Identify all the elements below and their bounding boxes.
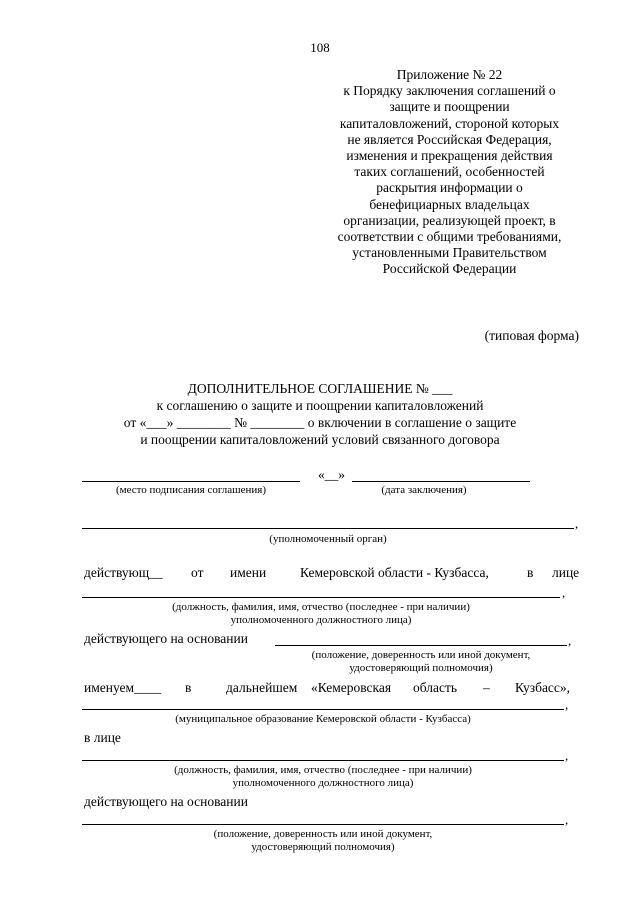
municipality-caption: (муниципальное образование Кемеровской области - Кузбасса): [175, 713, 471, 725]
comma: ,: [568, 633, 572, 648]
document-caption-line-1: (положение, доверенность или иной документ,: [311, 649, 531, 661]
official-field-line[interactable]: [82, 597, 560, 598]
comma: ,: [565, 697, 569, 712]
document2-caption-line-1: (положение, доверенность или иной документ,: [213, 828, 433, 840]
official2-caption-line-1: (должность, фамилия, имя, отчество (последнее - при наличии): [174, 764, 472, 776]
date-caption: (дата заключения): [381, 484, 467, 496]
appendix-line: к Порядку заключения соглашений о: [343, 83, 556, 99]
title-line: ДОПОЛНИТЕЛЬНОЕ СОГЛАШЕНИЕ № ___: [187, 381, 453, 396]
official-caption-line-2: уполномоченного должностного лица): [230, 614, 412, 626]
appendix-line: бенефициарных владельцах: [369, 196, 530, 212]
place-field-line[interactable]: [82, 481, 300, 482]
appendix-line: защите и поощрении: [389, 99, 510, 115]
page-number: 108: [310, 40, 330, 55]
acting-basis-label-2: действующего на основании: [84, 794, 248, 809]
document-title: [60, 380, 580, 448]
acting-word: лице: [552, 565, 580, 580]
basis2-field-line[interactable]: [82, 824, 564, 825]
named-word: –: [483, 680, 490, 695]
appendix-line: организации, реализующей проект, в: [343, 212, 556, 228]
appendix-line: соответствии с общими требованиями,: [337, 229, 562, 245]
comma: ,: [565, 748, 569, 763]
title-line: и поощрении капиталовложений условий связанного договора: [140, 432, 500, 447]
appendix-line: таких соглашений, особенностей: [354, 164, 545, 180]
official2-caption-line-2: уполномоченного должностного лица): [232, 777, 414, 789]
basis-field-line[interactable]: [275, 645, 567, 646]
appendix-line: капиталовложений, стороной которых: [339, 115, 560, 131]
title-line: к соглашению о защите и поощрении капиталовложений: [156, 398, 484, 413]
comma: ,: [565, 812, 569, 827]
form-type-label: (типовая форма): [484, 328, 579, 343]
appendix-line: Приложение № 22: [396, 67, 503, 82]
appendix-line: установленными Правительством: [352, 245, 547, 261]
acting-basis-label: действующего на основании: [84, 631, 248, 646]
title-line: от «___» ________ № ________ о включении в соглашение о защите: [123, 415, 517, 430]
in-person-label: в лице: [84, 730, 121, 745]
named-word: «Кемеровская: [311, 680, 392, 695]
acting-word: Кемеровской области - Кузбасса,: [300, 565, 489, 580]
date-field-line[interactable]: [352, 481, 530, 482]
named-word: в: [185, 680, 192, 695]
appendix-line: Российской Федерации: [382, 261, 517, 277]
authority-field-line[interactable]: [82, 528, 574, 529]
named-word: область: [413, 680, 458, 695]
named-word: Кузбасс»,: [515, 680, 571, 695]
appendix-line: изменения и прекращения действия: [346, 148, 553, 164]
document2-caption-line-2: удостоверяющий полномочия): [251, 841, 395, 853]
appendix-header: [322, 67, 577, 278]
appendix-line: раскрытия информации о: [376, 180, 523, 196]
official2-field-line[interactable]: [82, 760, 564, 761]
official-caption-line-1: (должность, фамилия, имя, отчество (последнее - при наличии): [172, 601, 470, 613]
acting-word: имени: [230, 565, 267, 580]
municipality-field-line[interactable]: [82, 709, 564, 710]
appendix-line: не является Российская Федерация,: [347, 131, 552, 147]
comma: ,: [575, 516, 579, 531]
acting-word: от: [191, 565, 204, 580]
acting-word: в: [527, 565, 534, 580]
named-word: именуем____: [84, 680, 162, 695]
comma: ,: [562, 585, 566, 600]
named-word: дальнейшем: [226, 680, 298, 695]
date-day-field[interactable]: «__»: [318, 467, 345, 482]
authority-caption: (уполномоченный орган): [269, 533, 387, 545]
place-caption: (место подписания соглашения): [115, 484, 267, 496]
acting-word: действующ__: [84, 565, 163, 580]
document-caption-line-2: удостоверяющий полномочия): [349, 662, 493, 674]
